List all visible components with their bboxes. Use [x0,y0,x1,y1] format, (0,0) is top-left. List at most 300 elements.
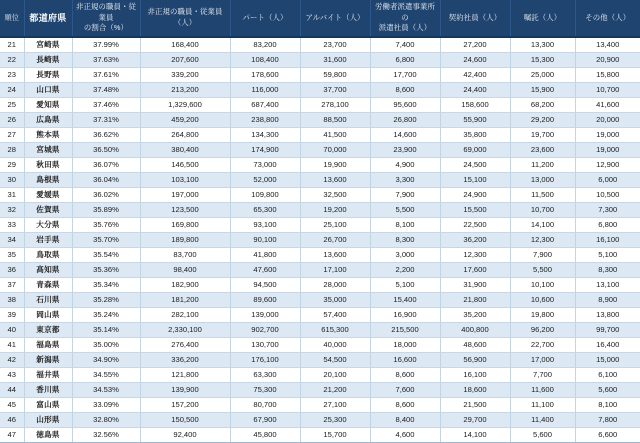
cell-arbeit: 17,100 [300,263,370,278]
cell-nonregular-count: 459,200 [140,113,230,128]
cell-nonregular-ratio: 35.00% [72,338,140,353]
cell-other: 12,900 [575,158,640,173]
cell-contract-employee: 21,800 [440,293,510,308]
cell-rank: 32 [0,203,24,218]
cell-part-time: 89,600 [230,293,300,308]
cell-contract-employee: 22,500 [440,218,510,233]
cell-part-time: 902,700 [230,323,300,338]
cell-rank: 45 [0,398,24,413]
cell-rank: 46 [0,413,24,428]
column-header-other-line1: その他（人） [585,12,631,22]
cell-arbeit: 28,000 [300,278,370,293]
cell-contract-employee: 21,500 [440,398,510,413]
cell-part-time: 65,300 [230,203,300,218]
table-row[interactable] [0,278,640,293]
cell-prefecture: 愛知県 [24,98,72,113]
cell-rank: 47 [0,428,24,443]
cell-arbeit: 23,700 [300,37,370,53]
cell-rank: 43 [0,368,24,383]
cell-dispatched-worker: 8,600 [370,368,440,383]
column-header-contract-employee[interactable] [440,0,510,37]
table-row[interactable] [0,233,640,248]
cell-shokutaku: 25,000 [510,68,575,83]
cell-nonregular-ratio: 37.31% [72,113,140,128]
cell-nonregular-ratio: 32.56% [72,428,140,443]
cell-other: 15,000 [575,353,640,368]
cell-nonregular-ratio: 35.36% [72,263,140,278]
column-header-contract-employee-line1: 契約社員（人） [448,12,502,22]
cell-arbeit: 25,100 [300,218,370,233]
cell-nonregular-count: 150,500 [140,413,230,428]
table-row[interactable] [0,203,640,218]
cell-other: 6,800 [575,218,640,233]
cell-dispatched-worker: 95,600 [370,98,440,113]
table-row[interactable] [0,263,640,278]
cell-shokutaku: 11,500 [510,188,575,203]
cell-nonregular-count: 83,700 [140,248,230,263]
cell-prefecture: 宮城県 [24,143,72,158]
cell-contract-employee: 55,900 [440,113,510,128]
cell-part-time: 93,100 [230,218,300,233]
column-header-dispatched-worker-line2: 派遣社員（人） [378,23,432,33]
cell-other: 8,900 [575,293,640,308]
cell-dispatched-worker: 8,600 [370,83,440,98]
cell-dispatched-worker: 8,300 [370,233,440,248]
cell-dispatched-worker: 26,800 [370,113,440,128]
cell-prefecture: 大分県 [24,218,72,233]
table-row[interactable] [0,428,640,443]
cell-rank: 23 [0,68,24,83]
table-row[interactable] [0,53,640,68]
table-row[interactable] [0,383,640,398]
cell-dispatched-worker: 6,800 [370,53,440,68]
cell-other: 8,100 [575,398,640,413]
cell-prefecture: 秋田県 [24,158,72,173]
cell-nonregular-count: 207,600 [140,53,230,68]
cell-part-time: 83,200 [230,37,300,53]
cell-rank: 24 [0,83,24,98]
cell-rank: 31 [0,188,24,203]
cell-other: 20,000 [575,113,640,128]
cell-rank: 25 [0,98,24,113]
table-row[interactable] [0,143,640,158]
cell-other: 7,800 [575,413,640,428]
cell-contract-employee: 56,900 [440,353,510,368]
cell-prefecture: 福井県 [24,368,72,383]
cell-part-time: 130,700 [230,338,300,353]
column-header-nonregular-ratio-line1: 非正規の職員・従業員 [76,2,136,22]
cell-contract-employee: 31,900 [440,278,510,293]
cell-prefecture: 岩手県 [24,233,72,248]
cell-prefecture: 青森県 [24,278,72,293]
cell-nonregular-count: 1,329,600 [140,98,230,113]
table-row[interactable] [0,353,640,368]
column-header-nonregular-ratio[interactable] [72,0,140,37]
cell-contract-employee: 158,600 [440,98,510,113]
cell-rank: 42 [0,353,24,368]
cell-nonregular-ratio: 36.07% [72,158,140,173]
column-header-dispatched-worker[interactable] [370,0,440,37]
cell-arbeit: 41,500 [300,128,370,143]
cell-arbeit: 59,800 [300,68,370,83]
cell-dispatched-worker: 23,900 [370,143,440,158]
cell-rank: 36 [0,263,24,278]
cell-nonregular-count: 103,100 [140,173,230,188]
cell-nonregular-ratio: 36.62% [72,128,140,143]
cell-dispatched-worker: 4,600 [370,428,440,443]
cell-other: 7,300 [575,203,640,218]
cell-rank: 22 [0,53,24,68]
cell-prefecture: 宮崎県 [24,37,72,53]
table-row[interactable] [0,338,640,353]
table-row[interactable] [0,218,640,233]
table-row[interactable] [0,37,640,53]
table-row[interactable] [0,413,640,428]
cell-shokutaku: 5,600 [510,428,575,443]
cell-contract-employee: 12,300 [440,248,510,263]
cell-contract-employee: 27,200 [440,37,510,53]
cell-nonregular-ratio: 34.90% [72,353,140,368]
cell-arbeit: 70,000 [300,143,370,158]
cell-contract-employee: 17,600 [440,263,510,278]
cell-other: 10,700 [575,83,640,98]
cell-shokutaku: 11,600 [510,383,575,398]
cell-shokutaku: 11,100 [510,398,575,413]
cell-prefecture: 島根県 [24,173,72,188]
cell-dispatched-worker: 14,600 [370,128,440,143]
cell-nonregular-count: 139,900 [140,383,230,398]
cell-contract-employee: 18,600 [440,383,510,398]
cell-part-time: 45,800 [230,428,300,443]
cell-nonregular-count: 380,400 [140,143,230,158]
cell-part-time: 41,800 [230,248,300,263]
column-header-part-time-line1: パート（人） [242,12,288,22]
cell-nonregular-count: 189,800 [140,233,230,248]
cell-nonregular-count: 169,800 [140,218,230,233]
cell-arbeit: 88,500 [300,113,370,128]
table-row[interactable] [0,173,640,188]
cell-rank: 35 [0,248,24,263]
cell-other: 5,600 [575,383,640,398]
cell-prefecture: 山形県 [24,413,72,428]
cell-dispatched-worker: 5,500 [370,203,440,218]
column-header-nonregular-count-line2: （人） [173,18,197,28]
cell-rank: 34 [0,233,24,248]
cell-rank: 33 [0,218,24,233]
cell-prefecture: 富山県 [24,398,72,413]
cell-nonregular-count: 213,200 [140,83,230,98]
cell-rank: 21 [0,37,24,53]
cell-arbeit: 19,900 [300,158,370,173]
table-row[interactable] [0,128,640,143]
cell-arbeit: 57,400 [300,308,370,323]
cell-contract-employee: 14,100 [440,428,510,443]
cell-part-time: 52,000 [230,173,300,188]
cell-rank: 40 [0,323,24,338]
cell-nonregular-ratio: 34.53% [72,383,140,398]
cell-shokutaku: 10,700 [510,203,575,218]
table-row[interactable] [0,158,640,173]
cell-arbeit: 13,600 [300,248,370,263]
cell-contract-employee: 16,100 [440,368,510,383]
cell-arbeit: 35,000 [300,293,370,308]
table-row[interactable] [0,368,640,383]
cell-arbeit: 31,600 [300,53,370,68]
cell-arbeit: 20,100 [300,368,370,383]
cell-arbeit: 615,300 [300,323,370,338]
cell-contract-employee: 24,500 [440,158,510,173]
table-row[interactable] [0,98,640,113]
cell-part-time: 109,800 [230,188,300,203]
cell-nonregular-ratio: 35.76% [72,218,140,233]
cell-prefecture: 熊本県 [24,128,72,143]
cell-prefecture: 岡山県 [24,308,72,323]
cell-shokutaku: 10,100 [510,278,575,293]
cell-nonregular-count: 282,100 [140,308,230,323]
cell-prefecture: 佐賀県 [24,203,72,218]
cell-rank: 44 [0,383,24,398]
column-header-nonregular-ratio-line2: の割合（%） [83,23,129,33]
cell-prefecture: 福島県 [24,338,72,353]
cell-part-time: 116,000 [230,83,300,98]
cell-shokutaku: 7,700 [510,368,575,383]
cell-shokutaku: 17,000 [510,353,575,368]
cell-part-time: 63,300 [230,368,300,383]
cell-nonregular-ratio: 33.09% [72,398,140,413]
cell-arbeit: 15,700 [300,428,370,443]
cell-shokutaku: 19,800 [510,308,575,323]
table-row[interactable] [0,68,640,83]
cell-nonregular-ratio: 37.48% [72,83,140,98]
cell-nonregular-count: 276,400 [140,338,230,353]
cell-other: 5,100 [575,248,640,263]
cell-part-time: 94,500 [230,278,300,293]
cell-prefecture: 高知県 [24,263,72,278]
column-header-shokutaku[interactable] [510,0,575,37]
cell-arbeit: 278,100 [300,98,370,113]
column-header-other[interactable] [575,0,640,37]
cell-part-time: 238,800 [230,113,300,128]
cell-part-time: 75,300 [230,383,300,398]
cell-nonregular-ratio: 35.14% [72,323,140,338]
cell-dispatched-worker: 16,600 [370,353,440,368]
cell-contract-employee: 29,700 [440,413,510,428]
cell-shokutaku: 14,100 [510,218,575,233]
cell-other: 6,000 [575,173,640,188]
cell-rank: 29 [0,158,24,173]
column-header-rank[interactable] [0,0,24,37]
cell-shokutaku: 23,600 [510,143,575,158]
cell-dispatched-worker: 3,000 [370,248,440,263]
table-row[interactable] [0,248,640,263]
cell-part-time: 174,900 [230,143,300,158]
cell-nonregular-ratio: 36.02% [72,188,140,203]
cell-dispatched-worker: 5,100 [370,278,440,293]
cell-shokutaku: 68,200 [510,98,575,113]
cell-nonregular-ratio: 37.63% [72,53,140,68]
cell-nonregular-count: 197,000 [140,188,230,203]
cell-nonregular-count: 92,400 [140,428,230,443]
cell-arbeit: 19,200 [300,203,370,218]
cell-contract-employee: 15,100 [440,173,510,188]
cell-shokutaku: 29,200 [510,113,575,128]
column-header-dispatched-worker-line1: 労働者派遣事業所の [375,2,435,22]
table-row[interactable] [0,308,640,323]
cell-other: 13,800 [575,308,640,323]
cell-part-time: 73,000 [230,158,300,173]
cell-nonregular-ratio: 36.50% [72,143,140,158]
cell-nonregular-ratio: 32.80% [72,413,140,428]
cell-shokutaku: 13,000 [510,173,575,188]
table-row[interactable] [0,113,640,128]
cell-other: 99,700 [575,323,640,338]
cell-other: 8,300 [575,263,640,278]
column-header-arbeit-line1: アルバイト（人） [305,12,365,22]
cell-rank: 41 [0,338,24,353]
cell-arbeit: 27,100 [300,398,370,413]
cell-dispatched-worker: 7,400 [370,37,440,53]
cell-nonregular-count: 146,500 [140,158,230,173]
cell-rank: 38 [0,293,24,308]
cell-nonregular-count: 182,900 [140,278,230,293]
cell-shokutaku: 22,700 [510,338,575,353]
cell-dispatched-worker: 4,900 [370,158,440,173]
cell-other: 16,100 [575,233,640,248]
cell-arbeit: 32,500 [300,188,370,203]
cell-nonregular-ratio: 35.28% [72,293,140,308]
cell-dispatched-worker: 8,400 [370,413,440,428]
cell-dispatched-worker: 3,300 [370,173,440,188]
cell-shokutaku: 11,200 [510,158,575,173]
cell-arbeit: 40,000 [300,338,370,353]
cell-other: 19,000 [575,128,640,143]
column-header-rank-line1: 順位 [4,12,20,22]
cell-dispatched-worker: 18,000 [370,338,440,353]
cell-part-time: 176,100 [230,353,300,368]
cell-nonregular-count: 123,500 [140,203,230,218]
cell-contract-employee: 48,600 [440,338,510,353]
cell-part-time: 47,600 [230,263,300,278]
table-row[interactable] [0,398,640,413]
cell-nonregular-ratio: 37.99% [72,37,140,53]
cell-contract-employee: 24,600 [440,53,510,68]
cell-arbeit: 37,700 [300,83,370,98]
cell-part-time: 108,400 [230,53,300,68]
cell-other: 6,600 [575,428,640,443]
table-row[interactable] [0,293,640,308]
cell-prefecture: 香川県 [24,383,72,398]
cell-shokutaku: 5,500 [510,263,575,278]
cell-rank: 30 [0,173,24,188]
column-header-prefecture-line1: 都道府県 [29,12,67,23]
cell-prefecture: 広島県 [24,113,72,128]
cell-other: 15,800 [575,68,640,83]
cell-part-time: 80,700 [230,398,300,413]
cell-arbeit: 54,500 [300,353,370,368]
cell-other: 13,400 [575,37,640,53]
cell-shokutaku: 15,900 [510,83,575,98]
cell-nonregular-count: 264,800 [140,128,230,143]
cell-nonregular-count: 121,800 [140,368,230,383]
cell-nonregular-count: 168,400 [140,37,230,53]
column-header-part-time[interactable] [230,0,300,37]
cell-nonregular-ratio: 36.04% [72,173,140,188]
cell-nonregular-count: 181,200 [140,293,230,308]
cell-prefecture: 徳島県 [24,428,72,443]
cell-nonregular-count: 2,330,100 [140,323,230,338]
cell-shokutaku: 11,400 [510,413,575,428]
cell-shokutaku: 13,300 [510,37,575,53]
cell-other: 41,600 [575,98,640,113]
table-row[interactable] [0,83,640,98]
table-header-row [0,0,640,37]
cell-rank: 28 [0,143,24,158]
cell-contract-employee: 24,900 [440,188,510,203]
column-header-prefecture[interactable] [24,0,72,37]
table-row[interactable] [0,323,640,338]
cell-part-time: 178,600 [230,68,300,83]
column-header-shokutaku-line1: 嘱託（人） [523,12,562,22]
cell-shokutaku: 12,300 [510,233,575,248]
cell-prefecture: 鳥取県 [24,248,72,263]
cell-nonregular-ratio: 35.70% [72,233,140,248]
cell-contract-employee: 35,200 [440,308,510,323]
table-row[interactable] [0,188,640,203]
cell-contract-employee: 15,500 [440,203,510,218]
cell-dispatched-worker: 17,700 [370,68,440,83]
cell-other: 20,900 [575,53,640,68]
cell-arbeit: 25,300 [300,413,370,428]
cell-rank: 26 [0,113,24,128]
cell-other: 6,100 [575,368,640,383]
cell-arbeit: 13,600 [300,173,370,188]
cell-prefecture: 東京都 [24,323,72,338]
column-header-arbeit[interactable] [300,0,370,37]
cell-shokutaku: 19,700 [510,128,575,143]
cell-dispatched-worker: 16,900 [370,308,440,323]
cell-prefecture: 山口県 [24,83,72,98]
cell-arbeit: 26,700 [300,233,370,248]
cell-other: 13,100 [575,278,640,293]
cell-prefecture: 石川県 [24,293,72,308]
table-header [0,0,640,37]
cell-other: 16,400 [575,338,640,353]
cell-prefecture: 長野県 [24,68,72,83]
cell-dispatched-worker: 7,600 [370,383,440,398]
cell-nonregular-ratio: 35.24% [72,308,140,323]
cell-dispatched-worker: 2,200 [370,263,440,278]
cell-rank: 37 [0,278,24,293]
cell-contract-employee: 35,800 [440,128,510,143]
table-body [0,37,640,443]
cell-part-time: 134,300 [230,128,300,143]
column-header-nonregular-count[interactable] [140,0,230,37]
cell-prefecture: 長崎県 [24,53,72,68]
cell-dispatched-worker: 7,900 [370,188,440,203]
cell-part-time: 67,900 [230,413,300,428]
cell-dispatched-worker: 8,100 [370,218,440,233]
cell-rank: 27 [0,128,24,143]
cell-part-time: 90,100 [230,233,300,248]
cell-prefecture: 新潟県 [24,353,72,368]
cell-shokutaku: 15,300 [510,53,575,68]
cell-nonregular-count: 339,200 [140,68,230,83]
cell-shokutaku: 96,200 [510,323,575,338]
cell-nonregular-ratio: 34.55% [72,368,140,383]
cell-prefecture: 愛媛県 [24,188,72,203]
cell-nonregular-count: 98,400 [140,263,230,278]
cell-shokutaku: 7,900 [510,248,575,263]
